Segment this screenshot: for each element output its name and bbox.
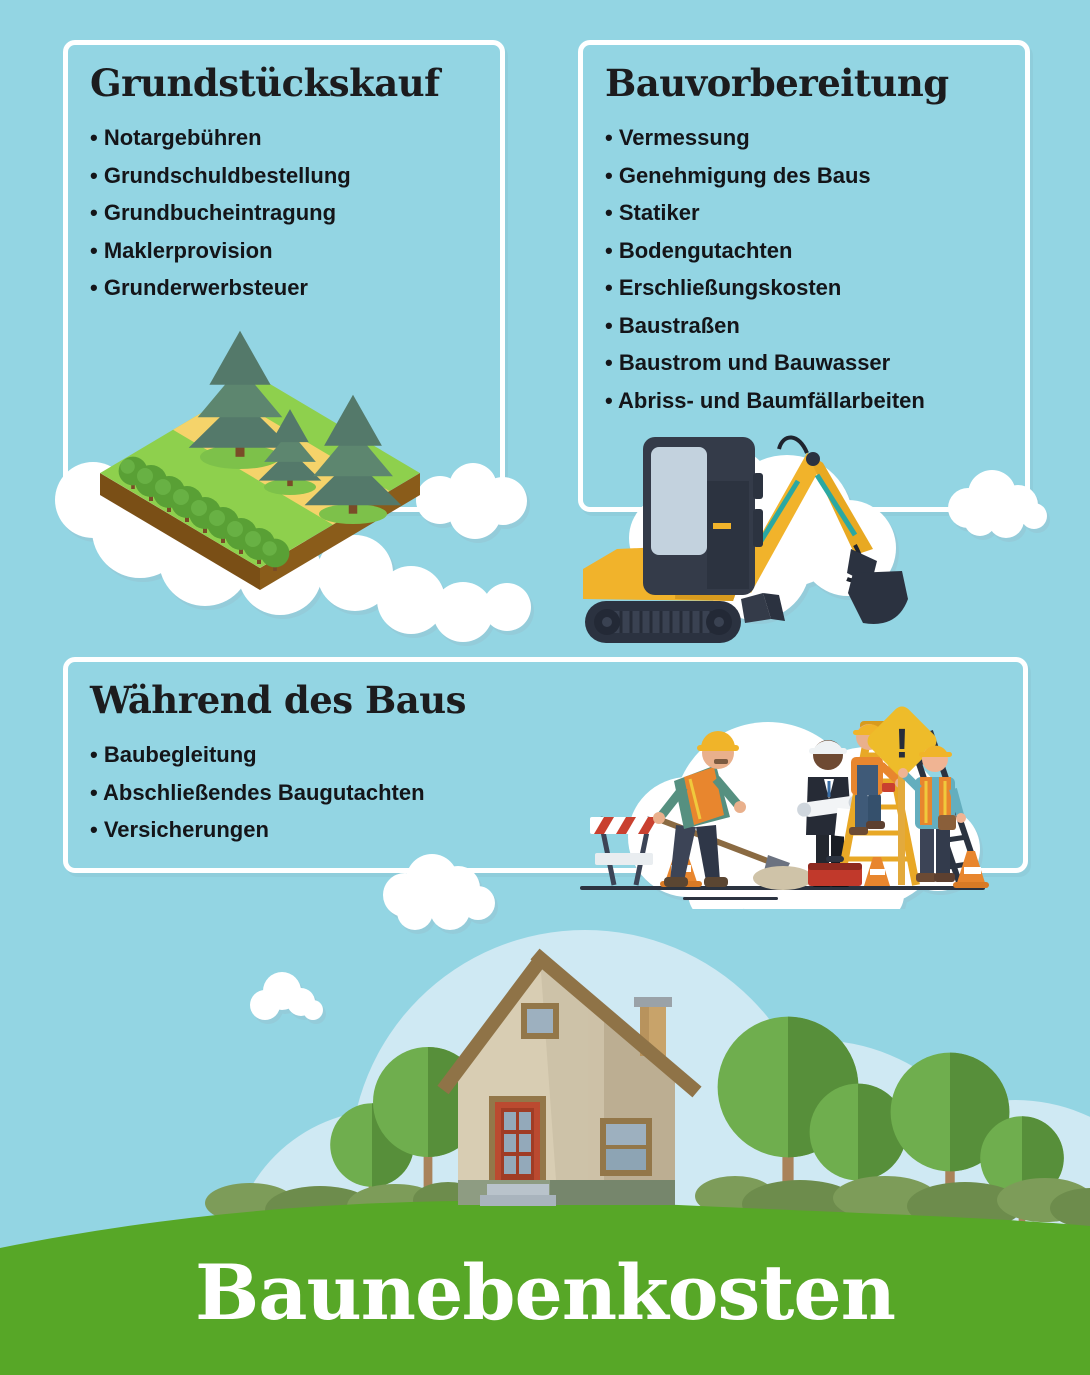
list-item: • Versicherungen [90,811,1001,849]
list-item: • Abriss- und Baumfällarbeiten [605,382,1003,420]
list-item: • Grundbucheintragung [90,194,478,232]
warning-sign-exclamation: ! [895,719,909,767]
list-item: • Baubegleitung [90,736,1001,774]
excavator-illustration [555,423,910,653]
cost-list [583,119,1025,419]
list-item: • Grunderwerbsteuer [90,269,478,307]
list-item: • Statiker [605,194,1003,232]
list-item: • Vermessung [605,119,1003,157]
land-plot-illustration [55,315,545,650]
list-item: • Maklerprovision [90,232,478,270]
banner-title: Baunebenkosten [195,1248,895,1337]
cloud-icon [250,972,323,1020]
list-item: • Genehmigung des Baus [605,157,1003,195]
list-item: • Abschließendes Baugutachten [90,774,1001,812]
panel-title: Grundstückskauf [90,61,440,105]
list-item: • Grundschuldbestellung [90,157,478,195]
cloud-icon [940,460,1055,542]
panel-title: Während des Baus [90,678,467,722]
list-item: • Baustraßen [605,307,1003,345]
cloud-icon [416,463,527,539]
panel-title: Bauvorbereitung [605,61,949,105]
cost-list [68,119,500,307]
list-item: • Bodengutachten [605,232,1003,270]
list-item: • Baustrom und Bauwasser [605,344,1003,382]
list-item: • Erschließungskosten [605,269,1003,307]
list-item: • Notargebühren [90,119,478,157]
cloud-icon [383,854,495,930]
